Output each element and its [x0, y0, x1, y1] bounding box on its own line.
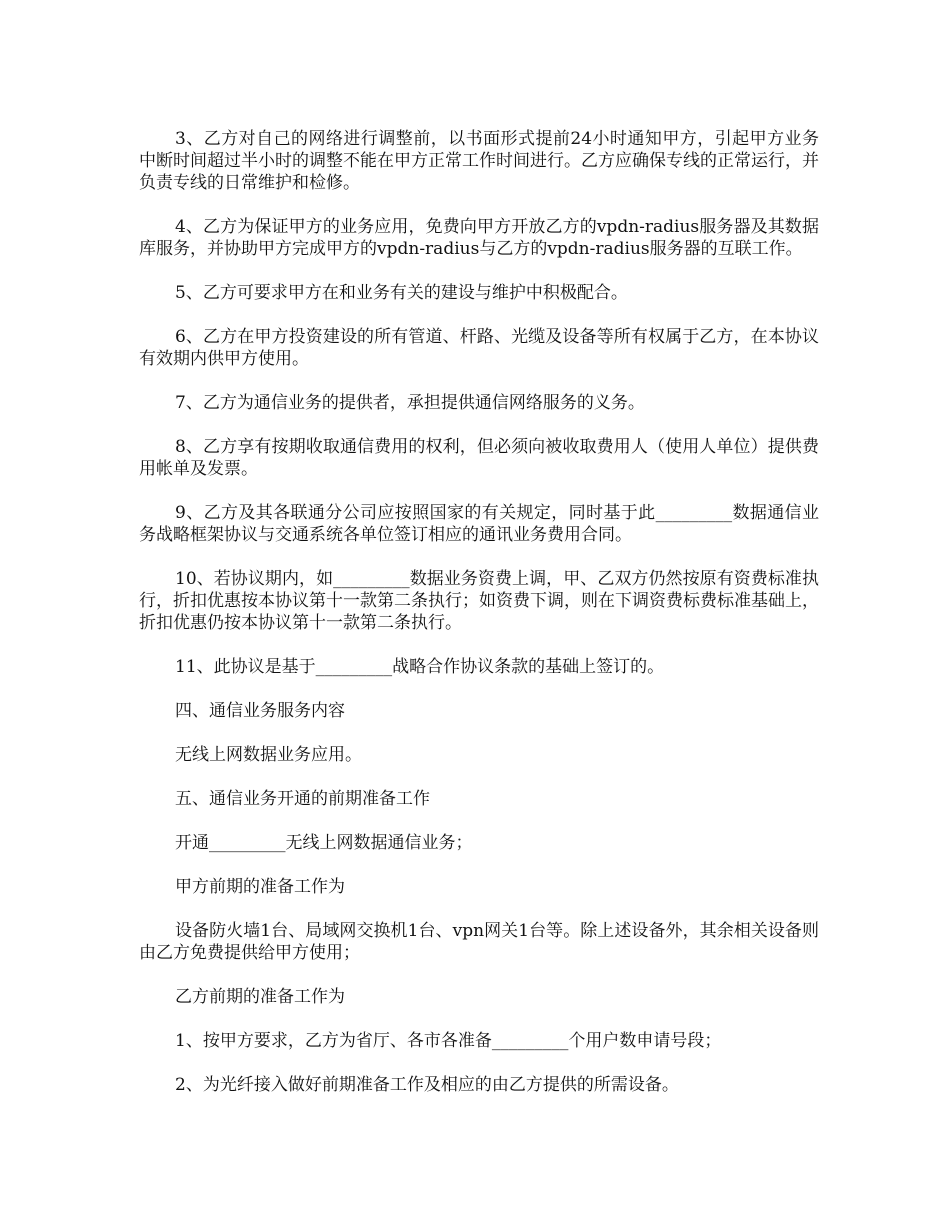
clause-10: 10、若协议期内，如_________数据业务资费上调，甲、乙双方仍然按原有资费标准执行，折扣优惠按本协议第十一款第二条执行；如资费下调，则在下调资费标费标准基础上，折扣优惠仍按本协议第十一款第二条执行。: [139, 569, 819, 633]
clause-5: 5、乙方可要求甲方在和业务有关的建设与维护中积极配合。: [175, 283, 628, 303]
party-b-prep-heading: 乙方前期的准备工作为: [175, 987, 345, 1007]
section-heading-4: 四、通信业务服务内容: [175, 701, 345, 721]
section-heading-5: 五、通信业务开通的前期准备工作: [175, 789, 430, 809]
clause-8: 8、乙方享有按期收取通信费用的权利，但必须向被收取费用人（使用人单位）提供费用帐单及发票。: [139, 437, 819, 479]
clause-7: 7、乙方为通信业务的提供者，承担提供通信网络服务的义务。: [175, 393, 645, 413]
document-body: [139, 128, 819, 1118]
service-content: 无线上网数据业务应用。: [175, 745, 362, 765]
party-a-prep-detail: 设备防火墙1台、局域网交换机1台、vpn网关1台等。除上述设备外，其余相关设备则由乙方免费提供给甲方使用；: [139, 921, 819, 963]
clause-4: 4、乙方为保证甲方的业务应用，免费向甲方开放乙方的vpdn-radius服务器及其数据库服务，并协助甲方完成甲方的vpdn-radius与乙方的vpdn-radius服务器的互联工作。: [139, 217, 819, 259]
activation-line: 开通_________无线上网数据通信业务；: [175, 833, 473, 853]
party-b-prep-item-1: 1、按甲方要求，乙方为省厅、各市各准备_________个用户数申请号段；: [175, 1031, 722, 1051]
clause-6: 6、乙方在甲方投资建设的所有管道、杆路、光缆及设备等所有权属于乙方，在本协议有效期内供甲方使用。: [139, 327, 819, 369]
party-b-prep-item-2: 2、为光纤接入做好前期准备工作及相应的由乙方提供的所需设备。: [175, 1075, 679, 1095]
clause-11: 11、此协议是基于_________战略合作协议条款的基础上签订的。: [175, 657, 665, 677]
party-a-prep-heading: 甲方前期的准备工作为: [175, 877, 345, 897]
clause-9: 9、乙方及其各联通分公司应按照国家的有关规定，同时基于此_________数据通信业务战略框架协议与交通系统各单位签订相应的通讯业务费用合同。: [139, 503, 819, 545]
clause-3: 3、乙方对自己的网络进行调整前，以书面形式提前24小时通知甲方，引起甲方业务中断时间超过半小时的调整不能在甲方正常工作时间进行。乙方应确保专线的正常运行，并负责专线的日常维护和检修。: [139, 129, 819, 193]
